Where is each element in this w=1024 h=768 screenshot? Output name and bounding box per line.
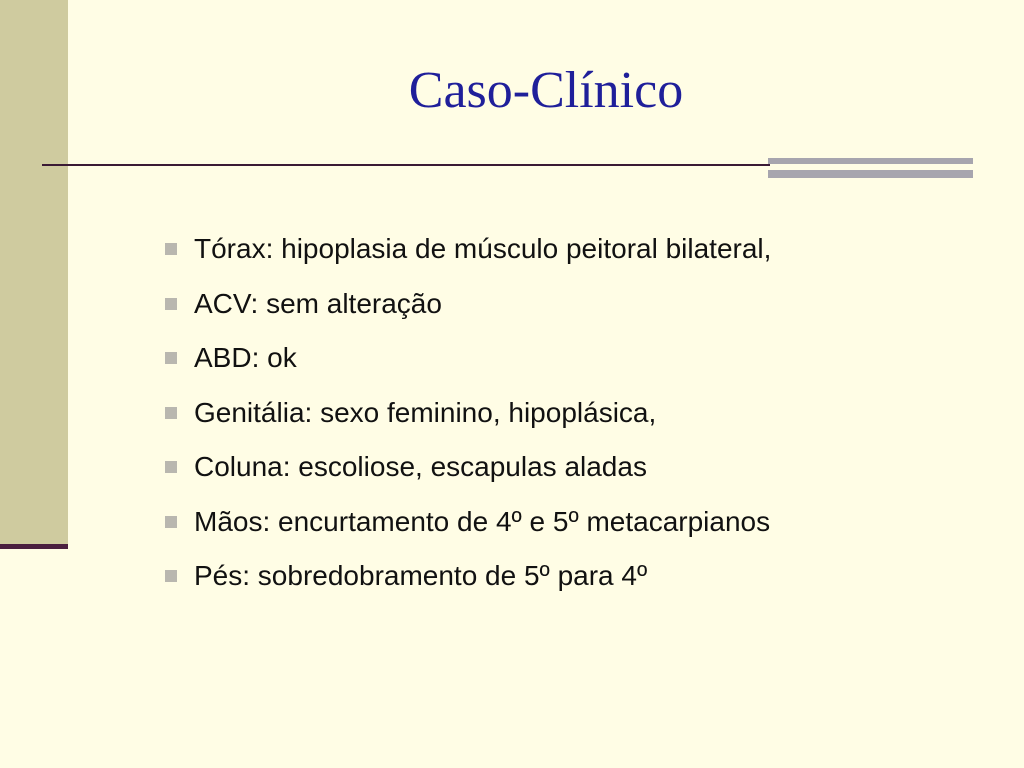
slide-title: Caso-Clínico — [408, 62, 684, 119]
bullet-item-maos — [165, 495, 771, 550]
bullet-item-coluna — [165, 440, 771, 495]
bullet-text: Mãos: encurtamento de 4º e 5º metacarpianos — [194, 505, 771, 537]
bullet-list — [165, 222, 771, 604]
square-bullet-icon — [165, 243, 177, 255]
bullet-item-thorax — [165, 222, 771, 277]
square-bullet-icon — [165, 461, 177, 473]
bullet-item-abd — [165, 331, 771, 386]
bullet-text: ABD: ok — [194, 342, 297, 374]
accent-bar-bottom — [768, 170, 973, 178]
bullet-item-pes — [165, 549, 771, 604]
bullet-text: Pés: sobredobramento de 5º para 4º — [194, 560, 648, 592]
accent-bar-top — [768, 158, 973, 164]
side-decoration-band — [0, 0, 68, 545]
title-divider-line — [42, 164, 770, 166]
bullet-text: Coluna: escoliose, escapulas aladas — [194, 451, 647, 483]
bullet-item-genitalia — [165, 386, 771, 441]
side-decoration-rule — [0, 544, 68, 549]
square-bullet-icon — [165, 352, 177, 364]
square-bullet-icon — [165, 570, 177, 582]
bullet-text: Genitália: sexo feminino, hipoplásica, — [194, 396, 657, 428]
bullet-item-acv — [165, 277, 771, 332]
bullet-text: ACV: sem alteração — [194, 287, 442, 319]
bullet-text: Tórax: hipoplasia de músculo peitoral bilateral, — [194, 233, 772, 265]
square-bullet-icon — [165, 407, 177, 419]
square-bullet-icon — [165, 298, 177, 310]
square-bullet-icon — [165, 516, 177, 528]
